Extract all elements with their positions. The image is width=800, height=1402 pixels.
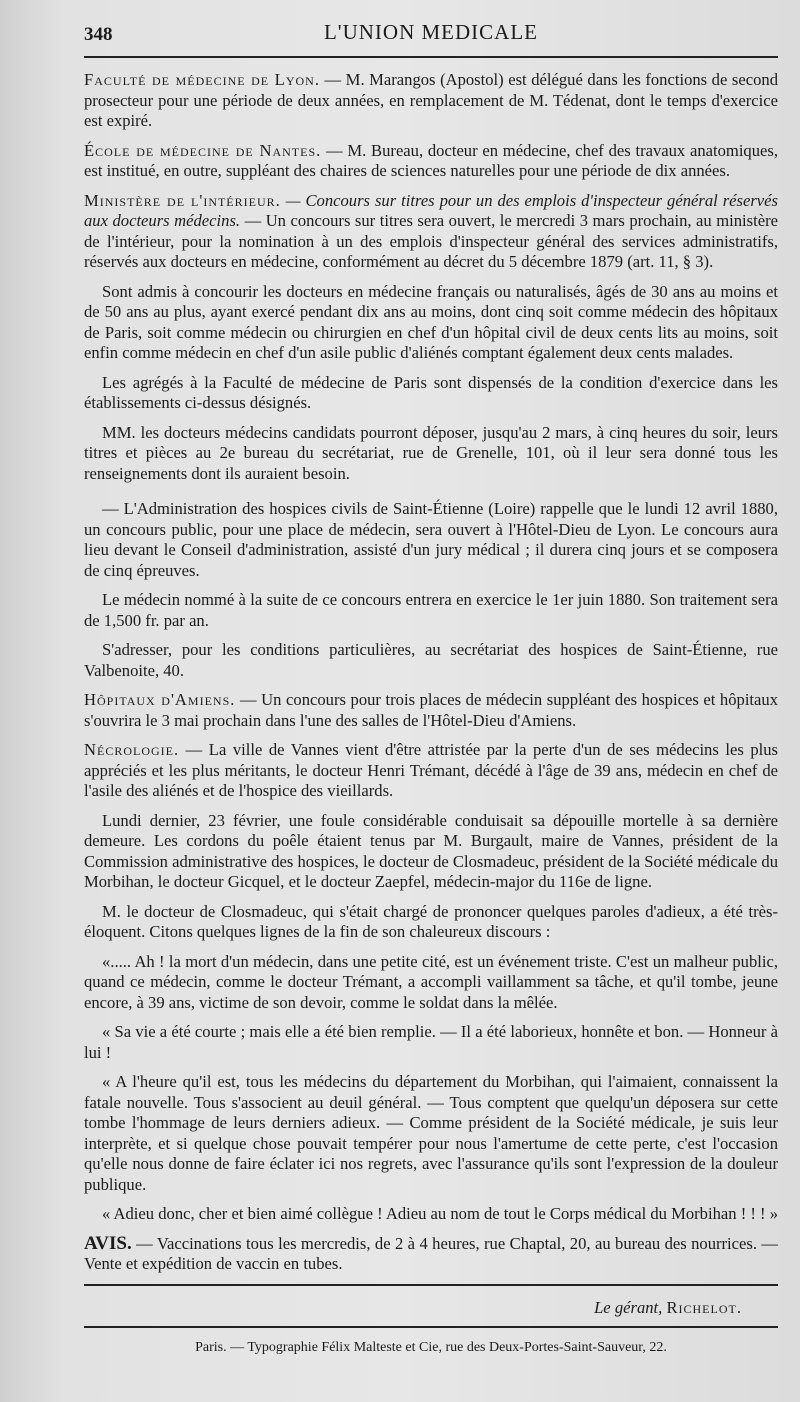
notice-lead: Nécrologie. xyxy=(84,740,180,759)
notice-text: — Vaccinations tous les mercredis, de 2 à 4 heures, rue Chaptal, 20, au bureau des nourrices. — Vente et expédition de vaccin en tubes. xyxy=(84,1233,778,1273)
paragraph: M. le docteur de Closmadeuc, qui s'était chargé de prononcer quelques paroles d'adieux, a été très-éloquent. Citons quelques lignes de la fin de son chaleureux discours : xyxy=(84,901,778,941)
paragraph: — L'Administration des hospices civils de Saint-Étienne (Loire) rappelle que le lundi 12 avril 1880, un concours public, pour une place de médecin, sera ouvert à l'Hôtel-Dieu de Lyon. Le concours aura lieu devant le Conseil d'administration, assisté d'un jury médical ; il durera cinq jours et se composera de cinq épreuves. xyxy=(84,499,778,580)
notice-avis xyxy=(84,1234,778,1275)
paragraph: MM. les docteurs médecins candidats pourront déposer, jusqu'au 2 mars, à cinq heures du soir, leurs titres et pièces au 2e bureau du secrétariat, rue de Grenelle, 101, où il leur sera donné tous les renseignements dont ils auraient besoin. xyxy=(84,422,778,483)
paragraph: Sont admis à concourir les docteurs en médecine français ou naturalisés, âgés de 30 ans au moins et de 50 ans au plus, ayant exercé pendant dix ans au moins, dont cinq soit comme médecin des hôpitaux de Paris, soit comme médecin ou chirurgien en chef d'un hôpital civil de deux cents lits au moins, soit enfin comme médecin en chef d'un asile public d'aliénés comptant également deux cents malades. xyxy=(84,281,778,362)
page-number: 348 xyxy=(84,24,113,45)
printer-rule xyxy=(84,1326,778,1328)
journal-title: L'UNION MEDICALE xyxy=(323,20,538,44)
notice-lead: Ministère de l'intérieur. xyxy=(84,190,281,210)
notice-lyon xyxy=(84,70,778,132)
printer-imprint: Paris. — Typographie Félix Malteste et Cie, rue des Deux-Portes-Saint-Sauveur, 22. xyxy=(195,1339,667,1355)
notice-lead: École de médecine de Nantes. xyxy=(84,140,322,160)
paragraph: S'adresser, pour les conditions particulières, au secrétariat des hospices de Saint-Étienne, rue Valbenoite, 40. xyxy=(84,640,778,680)
notice-necrologie xyxy=(84,740,778,802)
paragraph: Les agrégés à la Faculté de médecine de Paris sont dispensés de la condition d'exercice dans les établissements ci-dessus désignés. xyxy=(84,372,778,412)
quote-paragraph: « Sa vie a été courte ; mais elle a été bien remplie. — Il a été laborieux, honnête et bon. — Honneur à lui ! xyxy=(84,1022,778,1062)
notice-lead: Faculté de médecine de Lyon. xyxy=(84,70,320,89)
notice-italic: — Concours sur titres pour un des emplois d'inspecteur général réservés aux docteurs médecins. xyxy=(84,190,778,230)
signature-label: Le gérant, xyxy=(594,1297,663,1317)
quote-paragraph: «..... Ah ! la mort d'un médecin, dans une petite cité, est un événement triste. C'est un malheur public, quand ce médecin, comme le docteur Trémant, a accompli vaillamment sa tâche, et qu'il tombe, jeune encore, à 39 ans, victime de son devoir, comme le soldat dans la mêlée. xyxy=(84,951,778,1012)
notice-lead: Hôpitaux d'Amiens. xyxy=(84,690,236,709)
quote-paragraph: « Adieu donc, cher et bien aimé collègue ! Adieu au nom de tout le Corps médical du Morbihan ! ! ! » xyxy=(102,1204,779,1223)
quote-paragraph: « A l'heure qu'il est, tous les médecins du département du Morbihan, qui l'aimaient, connaissent la fatale nouvelle. Tous s'associent au deuil général. — Tous comptent que quelqu'un déposera sur cette tombe l'hommage de leurs derniers adieux. — Comme président de la Société médicale, je suis leur interprète, et si quelque chose pouvait tempérer pour nous l'amertume de cette perte, c'est l'occasion qu'elle nous donne de faire éclater ici nos regrets, avec l'assurance qu'ils sont l'expression de la douleur publique. xyxy=(84,1072,778,1194)
notice-text: — La ville de Vannes vient d'être attristée par la perte d'un de ses médecins les plus appréciés et les plus méritants, le docteur Henri Trémant, décédé à l'âge de 39 ans, médecin en chef de l'asile des aliénés et de l'hospice des vieillards. xyxy=(84,740,778,800)
notice-amiens xyxy=(84,690,778,731)
paragraph: Lundi dernier, 23 février, une foule considérable conduisait sa dépouille mortelle à sa dernière demeure. Les cordons du poêle étaient tenus par M. Burgault, maire de Vannes, président de la Commission administrative des hospices, le docteur de Closmadeuc, président de la Société médicale du Morbihan, le docteur Gicquel, et le docteur Zaepfel, médecin-major du 116e de ligne. xyxy=(84,810,778,891)
signature-name: Richelot. xyxy=(666,1297,742,1317)
avis-lead: AVIS. xyxy=(84,1232,132,1254)
notice-ministere xyxy=(84,191,778,273)
page-header xyxy=(84,14,778,48)
notice-text: — Un concours sur titres sera ouvert, le mercredi 3 mars prochain, au ministère de l'intérieur, pour la nomination à un des emplois d'inspecteur général des services administratifs, réservés aux docteurs en médecine, conformément au décret du 5 décembre 1879 (art. 11, § 3). xyxy=(84,211,778,271)
notice-text: — M. Marangos (Apostol) est délégué dans les fonctions de second prosecteur pour une période de deux années, en remplacement de M. Tédenat, dont le temps d'exercice est expiré. xyxy=(84,70,778,130)
paragraph: Le médecin nommé à la suite de ce concours entrera en exercice le 1er juin 1880. Son traitement sera de 1,500 fr. par an. xyxy=(84,590,778,630)
notice-text: — Un concours pour trois places de médecin suppléant des hospices et hôpitaux s'ouvrira le 3 mai prochain dans l'une des salles de l'Hôtel-Dieu d'Amiens. xyxy=(84,690,778,730)
signature xyxy=(84,1298,742,1318)
notice-nantes xyxy=(84,141,778,182)
notice-text: — M. Bureau, docteur en médecine, chef des travaux anatomiques, est institué, en outre, suppléant des chaires de sciences naturelles pour une période de dix années. xyxy=(84,140,778,180)
header-rule xyxy=(84,56,778,58)
footer-rule xyxy=(84,1284,778,1286)
